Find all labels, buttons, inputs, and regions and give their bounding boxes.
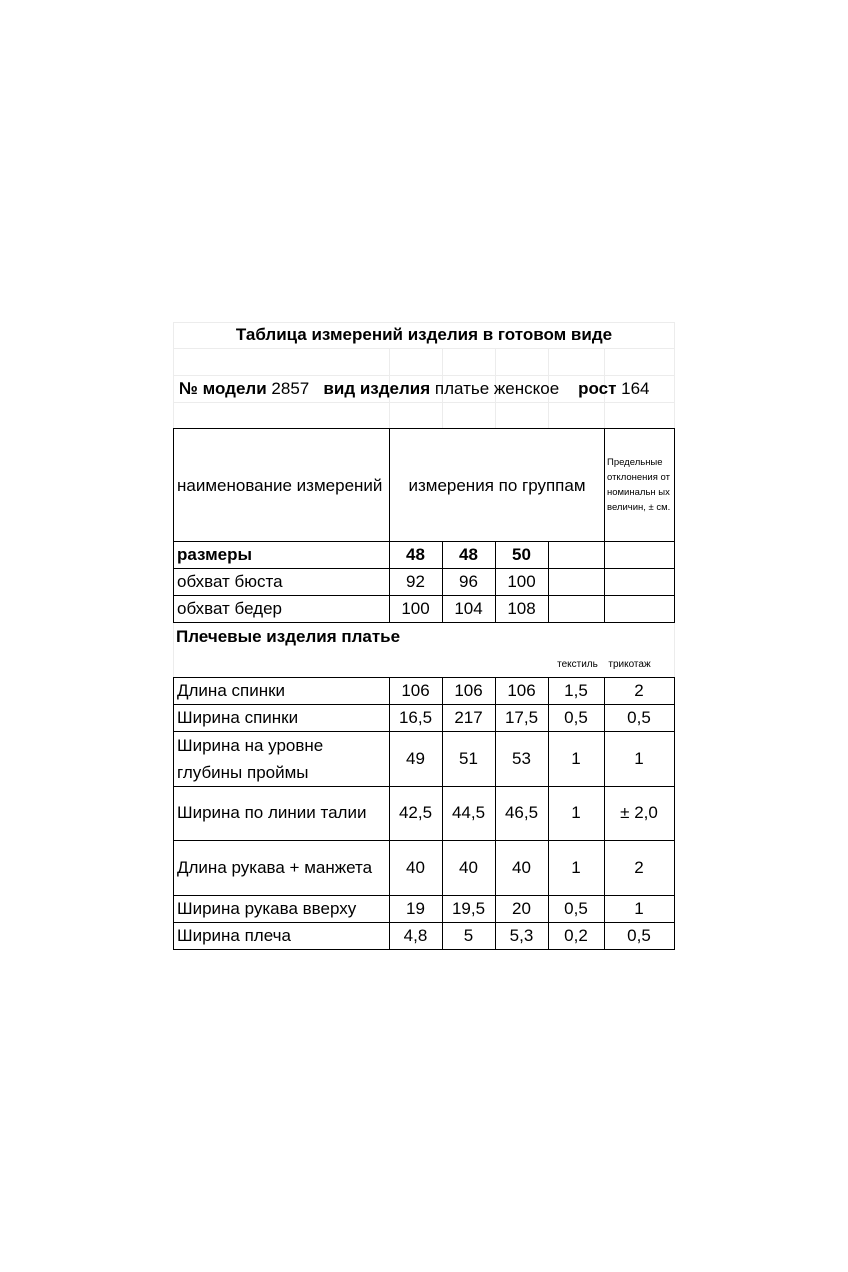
table-row [173,731,675,787]
table-row [173,840,675,896]
tolerance-type-textile: текстиль [557,658,598,670]
value-cell: 100 [495,568,549,596]
tolerance-types-row [173,650,675,678]
groups-header: измерения по группам [389,428,605,542]
value-cell: 4,8 [389,922,443,950]
value-cell: 49 [389,731,443,787]
value-cell: 19,5 [442,895,496,923]
table-row [173,568,675,596]
value-cell: 46,5 [495,786,549,841]
value-cell: 100 [389,595,443,623]
value-cell [548,568,605,596]
row-label: Длина рукава + манжета [173,840,390,896]
tolerance-type-knit: трикотаж [608,658,651,670]
size-cell [604,541,675,569]
value-cell: 0,5 [604,922,675,950]
title-row [173,322,675,348]
model-info-row [173,375,675,402]
value-cell: 5 [442,922,496,950]
height-label: рост [578,378,617,398]
value-cell: 1 [604,731,675,787]
value-cell: 0,5 [604,704,675,732]
value-cell: 2 [604,840,675,896]
value-cell: 51 [442,731,496,787]
value-cell: 20 [495,895,549,923]
value-cell: 1 [548,786,605,841]
value-cell: 2 [604,677,675,705]
size-cell [548,541,605,569]
table-row [173,595,675,623]
table-row [173,895,675,923]
value-cell: 92 [389,568,443,596]
table-row [173,677,675,705]
measurement-sheet [173,322,675,950]
sizes-label: размеры [173,541,390,569]
row-label: Ширина рукава вверху [173,895,390,923]
grid-line [173,348,675,349]
value-cell: 0,5 [548,704,605,732]
row-label: обхват бюста [173,568,390,596]
height-value: 164 [621,378,650,398]
value-cell: 106 [442,677,496,705]
value-cell [604,595,675,623]
value-cell: 19 [389,895,443,923]
value-cell: 17,5 [495,704,549,732]
value-cell: 1 [548,840,605,896]
row-label: Длина спинки [173,677,390,705]
grid-line [173,402,675,403]
sizes-row [173,541,675,569]
size-cell: 50 [495,541,549,569]
value-cell: 44,5 [442,786,496,841]
size-cell: 48 [389,541,443,569]
row-label: Ширина спинки [173,704,390,732]
type-value: платье женское [434,378,560,398]
size-cell: 48 [442,541,496,569]
value-cell: 96 [442,568,496,596]
value-cell: 40 [495,840,549,896]
table-row [173,786,675,841]
value-cell: 53 [495,731,549,787]
value-cell: ± 2,0 [604,786,675,841]
value-cell: 108 [495,595,549,623]
section-title-row [173,623,675,650]
type-label: вид изделия [323,378,431,398]
table-header-row [173,428,675,542]
model-info [179,375,675,402]
section-title: Плечевые изделия платье [176,626,401,646]
value-cell: 5,3 [495,922,549,950]
table-row [173,704,675,732]
value-cell: 217 [442,704,496,732]
value-cell: 40 [442,840,496,896]
row-label: обхват бедер [173,595,390,623]
value-cell: 1 [604,895,675,923]
model-label: № модели [179,378,267,398]
value-cell [548,595,605,623]
table-row [173,922,675,950]
value-cell: 0,5 [548,895,605,923]
row-label: Ширина по линии талии [173,786,390,841]
value-cell: 104 [442,595,496,623]
measurement-name-header: наименование измерений [173,428,390,542]
value-cell: 16,5 [389,704,443,732]
value-cell: 40 [389,840,443,896]
value-cell: 106 [495,677,549,705]
page-title: Таблица измерений изделия в готовом виде [235,325,613,344]
value-cell: 0,2 [548,922,605,950]
value-cell: 1 [548,731,605,787]
value-cell: 106 [389,677,443,705]
row-label: Ширина плеча [173,922,390,950]
value-cell [604,568,675,596]
value-cell: 42,5 [389,786,443,841]
row-label: Ширина на уровне глубины проймы [173,731,390,787]
value-cell: 1,5 [548,677,605,705]
tolerance-header: Предельные отклонения от номинальн ых величин, ± см. [604,428,675,542]
model-value: 2857 [271,378,310,398]
